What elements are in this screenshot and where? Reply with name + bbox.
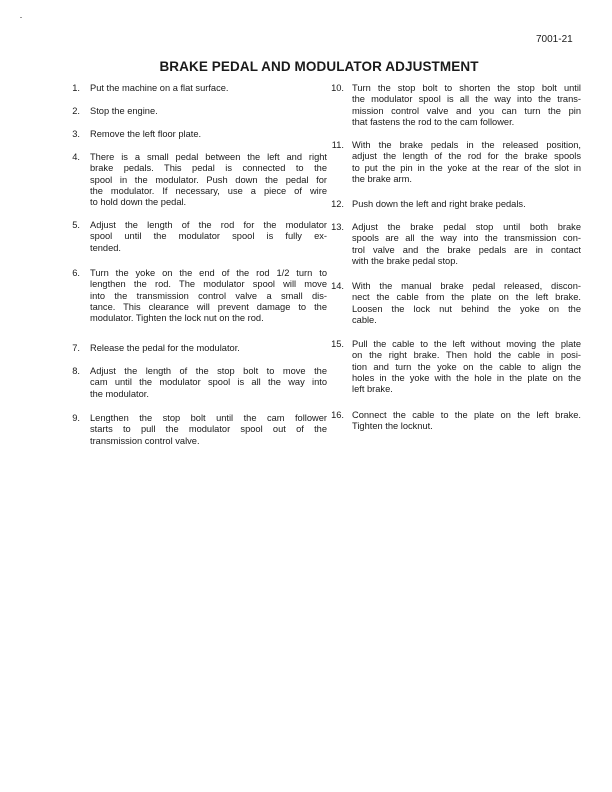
step-item [72, 152, 327, 208]
page-number: 7001-21 [536, 34, 573, 45]
step-number: 7. [72, 343, 80, 353]
step-text-line: Release the pedal for the modulator. [90, 343, 240, 353]
step-text-line: on the right brake. Then hold the cable in posi- [352, 350, 581, 361]
step-text-line: Push down the left and right brake pedals. [352, 199, 526, 209]
step-number: 16. [331, 410, 344, 420]
step-text-line: nect the cable from the plate on the left brake. [352, 292, 581, 303]
step-text-line: lengthen the rod. The modulator spool will move [90, 279, 327, 290]
step-text-line: With the manual brake pedal released, discon- [352, 281, 581, 291]
step-text-line: modulator. Tighten the lock nut on the rod. [90, 313, 264, 324]
step-item [72, 268, 327, 324]
step-number: 6. [72, 268, 80, 278]
step-text-line: starts to pull the modulator spool out of the [90, 424, 327, 435]
step-item [331, 140, 581, 185]
step-text-line: Stop the engine. [90, 106, 158, 116]
step-text-line: spool until the modulator spool is fully ex- [90, 231, 327, 242]
step-number: 3. [72, 129, 80, 139]
step-text-line: Loosen the lock nut behind the yoke on the [352, 303, 581, 314]
step-text-line: brake pedals. This pedal is connected to the [90, 163, 327, 174]
step-text-line: tended. [90, 242, 122, 253]
step-text-line: Turn the stop bolt to shorten the stop bolt until [352, 83, 581, 93]
step-item [331, 222, 581, 267]
step-item [72, 106, 327, 117]
step-text-line: the brake arm. [352, 173, 412, 184]
step-text-line: the modulator. [90, 388, 149, 399]
step-text-line: trol valve and the brake pedals are in contact [352, 244, 581, 255]
step-number: 11. [331, 140, 344, 150]
scan-mark [20, 17, 22, 18]
step-text-line: tion and turn the yoke on the cable to align the [352, 361, 581, 372]
step-text-line: cable. [352, 314, 377, 325]
step-text-line: mission control valve and you can turn the pin [352, 105, 581, 116]
step-number: 14. [331, 281, 344, 291]
step-item [72, 343, 327, 354]
step-text-line: Adjust the brake pedal stop until both brake [352, 222, 581, 232]
page-title: BRAKE PEDAL AND MODULATOR ADJUSTMENT [159, 59, 479, 74]
step-item [72, 129, 327, 140]
step-number: 4. [72, 152, 80, 162]
step-item [331, 339, 581, 395]
step-text-line: Adjust the length of the stop bolt to move the [90, 366, 327, 376]
step-text-line: Tighten the locknut. [352, 421, 433, 432]
step-item [72, 83, 327, 94]
step-text-line: tance. This clearance will prevent damage to the [90, 301, 327, 312]
step-item [331, 199, 581, 210]
step-number: 13. [331, 222, 344, 232]
step-text-line: Remove the left floor plate. [90, 129, 202, 139]
step-text-line: holes in the yoke with the hole in the plate on the [352, 372, 581, 383]
step-text-line: to put the pin in the yoke at the rear of the slot in [352, 162, 581, 173]
step-number: 9. [72, 413, 80, 423]
step-text-line: Pull the cable to the left without moving the plate [352, 339, 581, 349]
step-text-line: into the transmission control valve a small dis- [90, 290, 327, 301]
step-text-line: Put the machine on a flat surface. [90, 83, 229, 93]
step-number: 15. [331, 339, 344, 349]
step-item [331, 83, 581, 128]
step-text-line: Adjust the length of the rod for the modulator [90, 220, 327, 230]
step-text-line: left brake. [352, 384, 393, 395]
step-text-line: spool in the modulator. Push down the pedal for [90, 174, 327, 185]
step-text-line: transmission control valve. [90, 435, 200, 446]
step-number: 1. [72, 83, 80, 93]
step-number: 10. [331, 83, 344, 93]
step-number: 12. [331, 199, 344, 209]
step-number: 2. [72, 106, 80, 116]
step-text-line: with the brake pedal stop. [352, 255, 458, 266]
step-text-line: Turn the yoke on the end of the rod 1/2 turn to [90, 268, 327, 278]
step-text-line: spools are all the way into the transmission con- [352, 233, 581, 244]
step-item [72, 220, 327, 254]
step-text-line: to hold down the pedal. [90, 197, 187, 208]
step-text-line: With the brake pedals in the released position, [352, 140, 581, 150]
step-item [331, 281, 581, 326]
step-number: 5. [72, 220, 80, 230]
step-text-line: the modulator spool is all the way into the trans- [352, 94, 581, 105]
step-text-line: cam until the modulator spool is all the way into [90, 377, 327, 388]
step-number: 8. [72, 366, 80, 376]
step-item [72, 366, 327, 400]
step-text-line: the modulator. If necessary, use a piece of wire [90, 185, 327, 196]
step-text-line: adjust the length of the rod for the brake spools [352, 151, 581, 162]
step-item [72, 413, 327, 447]
step-text-line: that fastens the rod to the cam follower. [352, 116, 515, 127]
step-item [331, 410, 581, 433]
step-text-line: There is a small pedal between the left and right [90, 152, 327, 162]
step-text-line: Connect the cable to the plate on the left brake. [352, 410, 581, 420]
step-text-line: Lengthen the stop bolt until the cam follower [90, 413, 327, 423]
